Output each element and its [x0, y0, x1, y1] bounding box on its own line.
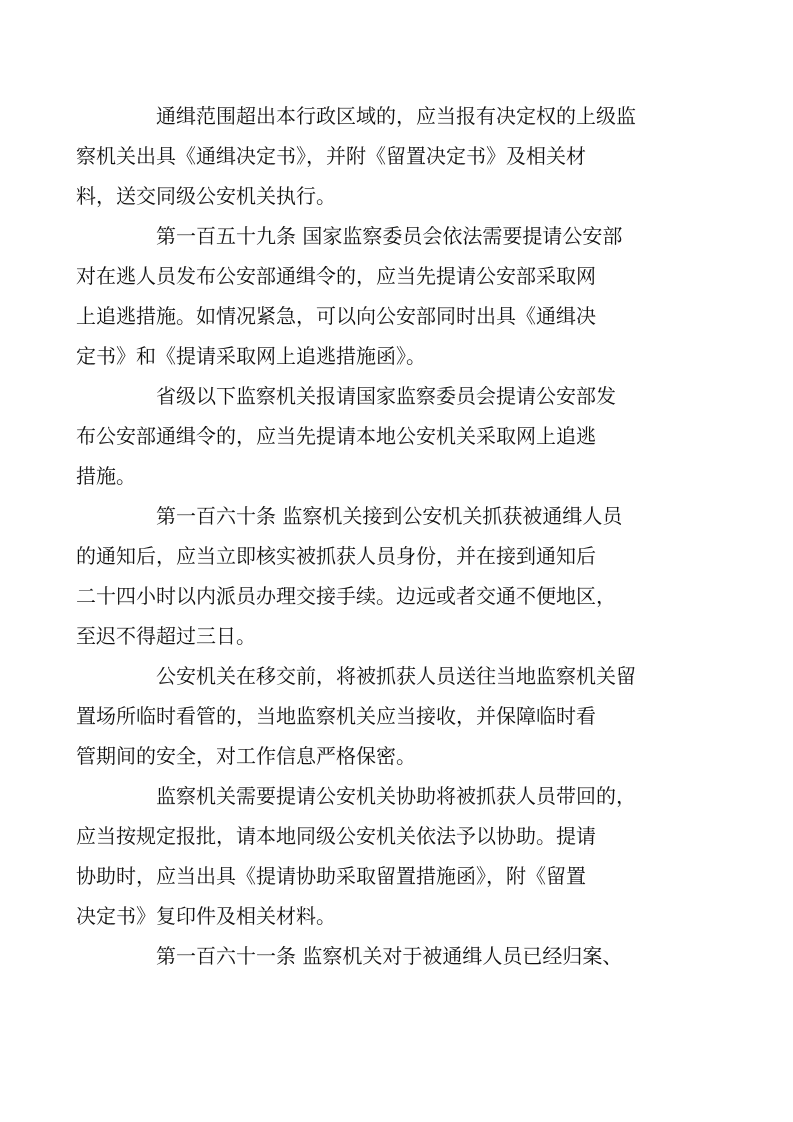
- text-line: 第一百五十九条 国家监察委员会依法需要提请公安部: [156, 224, 623, 248]
- text-line: 上追逃措施。如情况紧急，可以向公安部同时出具《通缉决: [76, 304, 596, 328]
- text-line: 通缉范围超出本行政区域的，应当报有决定权的上级监: [156, 104, 636, 128]
- paragraph: [76, 656, 676, 776]
- text-line: 对在逃人员发布公安部通缉令的，应当先提请公安部采取网: [76, 264, 596, 288]
- document-body: [76, 96, 676, 976]
- paragraph: [76, 216, 676, 376]
- paragraph: [116, 936, 676, 976]
- text-line: 置场所临时看管的，当地监察机关应当接收，并保障临时看: [76, 704, 596, 728]
- text-line: 应当按规定报批，请本地同级公安机关依法予以协助。提请: [76, 824, 596, 848]
- paragraph: [76, 496, 676, 656]
- text-line: 措施。: [76, 464, 136, 488]
- text-line: 的通知后，应当立即核实被抓获人员身份，并在接到通知后: [76, 544, 596, 568]
- text-line: 协助时，应当出具《提请协助采取留置措施函》，附《留置: [76, 864, 586, 888]
- text-line: 公安机关在移交前，将被抓获人员送往当地监察机关留: [156, 664, 636, 688]
- text-line: 定书》和《提请采取网上追逃措施函》。: [76, 344, 426, 368]
- text-line: 监察机关需要提请公安机关协助将被抓获人员带回的，: [156, 784, 636, 808]
- text-line: 二十四小时以内派员办理交接手续。边远或者交通不便地区，: [76, 584, 616, 608]
- paragraph: [76, 776, 676, 936]
- paragraph: [76, 376, 676, 496]
- text-line: 至迟不得超过三日。: [76, 624, 256, 648]
- text-line: 省级以下监察机关报请国家监察委员会提请公安部发: [156, 384, 616, 408]
- text-line: 料，送交同级公安机关执行。: [76, 184, 336, 208]
- text-line: 管期间的安全，对工作信息严格保密。: [76, 744, 416, 768]
- text-line: 察机关出具《通缉决定书》，并附《留置决定书》及相关材: [76, 144, 586, 168]
- text-line: 第一百六十一条 监察机关对于被通缉人员已经归案、: [156, 944, 623, 968]
- paragraph: [76, 96, 676, 216]
- text-line: 决定书》复印件及相关材料。: [76, 904, 336, 928]
- text-line: 布公安部通缉令的，应当先提请本地公安机关采取网上追逃: [76, 424, 596, 448]
- text-line: 第一百六十条 监察机关接到公安机关抓获被通缉人员: [156, 504, 623, 528]
